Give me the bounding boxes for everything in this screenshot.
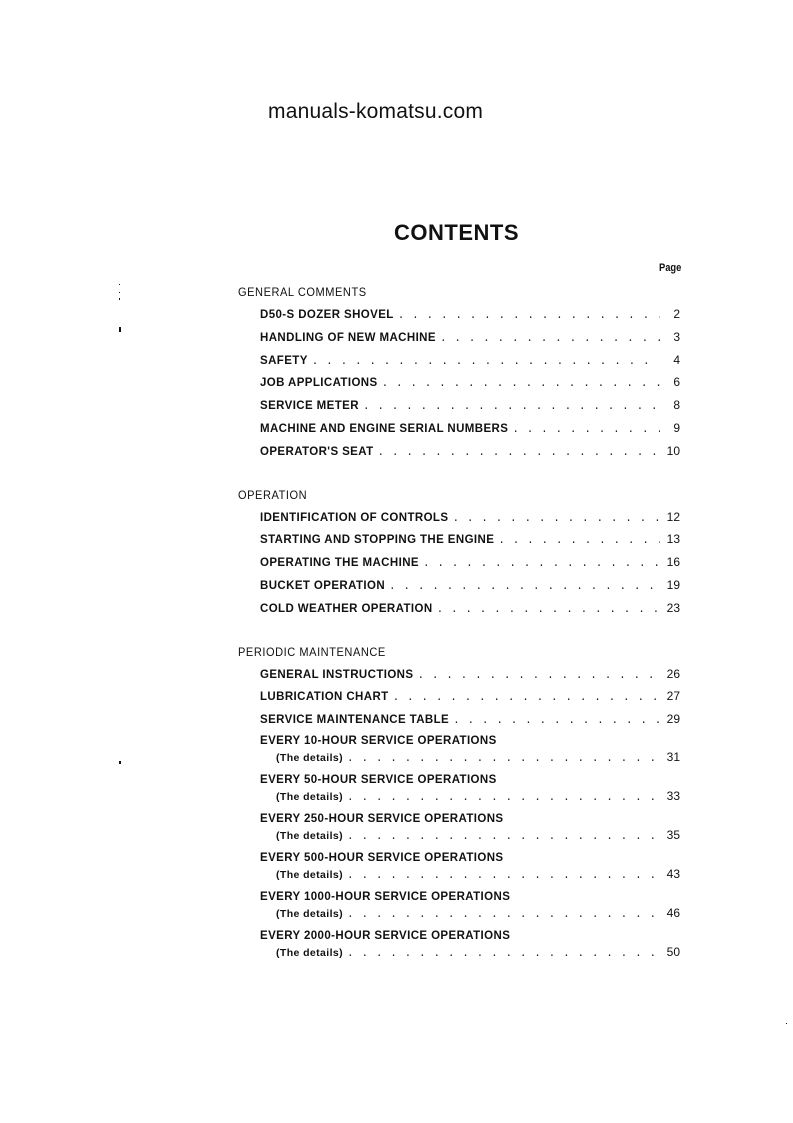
entry-sub-label: (The details) (276, 907, 344, 920)
toc-entry[interactable] (238, 440, 680, 463)
page-title: CONTENTS (394, 220, 519, 245)
dot-leader (440, 328, 660, 351)
entry-sub-label: (The details) (276, 946, 344, 959)
entry-sub-label: (The details) (276, 829, 344, 842)
toc-entry-detailed[interactable] (238, 770, 680, 805)
entry-page-number: 31 (666, 749, 680, 764)
entry-label: EVERY 50-HOUR SERVICE OPERATIONS (260, 773, 497, 786)
dot-leader (398, 305, 660, 328)
entry-label: SAFETY (260, 354, 308, 367)
entry-label: EVERY 1000-HOUR SERVICE OPERATIONS (260, 890, 511, 903)
dot-leader (498, 530, 660, 553)
toc-section-general-comments (238, 284, 680, 463)
section-heading: OPERATION (238, 487, 308, 502)
entry-label: D50-S DOZER SHOVEL (260, 309, 394, 321)
toc-section-operation (238, 487, 680, 620)
entry-label: STARTING AND STOPPING THE ENGINE (260, 534, 495, 547)
entry-label: MACHINE AND ENGINE SERIAL NUMBERS (260, 422, 509, 435)
entry-label: EVERY 250-HOUR SERVICE OPERATIONS (260, 812, 504, 825)
entry-page-number: 12 (666, 509, 680, 524)
toc-entry-detailed[interactable] (238, 848, 680, 883)
entry-label: EVERY 500-HOUR SERVICE OPERATIONS (260, 851, 504, 864)
entry-page-number: 6 (673, 375, 680, 390)
entry-page-number: 43 (666, 866, 680, 881)
entry-sub-label: (The details) (276, 751, 344, 764)
toc-entry-detailed[interactable] (238, 887, 680, 922)
entry-page-number: 35 (666, 827, 680, 842)
entry-sub-label: (The details) (276, 790, 344, 803)
dot-leader (453, 710, 660, 733)
entry-label: GENERAL INSTRUCTIONS (260, 668, 414, 681)
toc-entry[interactable] (238, 303, 680, 326)
entry-page-number: 19 (666, 577, 680, 592)
page-column-label: Page (659, 262, 682, 274)
scan-speck (786, 1023, 787, 1024)
entry-page-number: 23 (666, 600, 680, 615)
entry-label: OPERATING THE MACHINE (260, 557, 419, 570)
section-heading: PERIODIC MAINTENANCE (238, 644, 386, 659)
entry-label: LUBRICATION CHART (260, 691, 389, 704)
dot-leader (347, 790, 660, 807)
dot-leader (417, 665, 660, 688)
dot-leader (389, 576, 660, 599)
toc-entry-detailed[interactable] (238, 731, 680, 766)
entry-page-number: 27 (666, 689, 680, 704)
entry-page-number: 33 (666, 788, 680, 803)
dot-leader (512, 419, 660, 442)
toc-entry[interactable] (238, 597, 680, 620)
scan-speck (119, 292, 120, 293)
entry-page-number: 2 (673, 307, 680, 321)
dot-leader (363, 396, 660, 419)
section-heading: GENERAL COMMENTS (238, 285, 367, 299)
toc-entry-detailed[interactable] (238, 809, 680, 844)
entry-page-number: 3 (673, 329, 680, 344)
entry-label: EVERY 10-HOUR SERVICE OPERATIONS (260, 734, 497, 747)
entry-page-number: 46 (666, 905, 680, 920)
table-of-contents (238, 284, 680, 985)
dot-leader (452, 508, 660, 531)
watermark-text: manuals-komatsu.com (268, 100, 484, 123)
entry-label: COLD WEATHER OPERATION (260, 602, 433, 615)
entry-label: EVERY 2000-HOUR SERVICE OPERATIONS (260, 929, 511, 942)
toc-section-periodic-maintenance (238, 644, 680, 961)
scan-speck (119, 327, 121, 332)
toc-entry[interactable] (238, 326, 680, 349)
toc-entry[interactable] (238, 394, 680, 417)
dot-leader (347, 829, 660, 846)
toc-entry[interactable] (238, 349, 680, 372)
toc-entry[interactable] (238, 574, 680, 597)
entry-page-number: 13 (666, 532, 680, 547)
toc-entry[interactable] (238, 371, 680, 394)
entry-page-number: 4 (673, 352, 680, 367)
entry-page-number: 8 (673, 398, 680, 413)
entry-label: OPERATOR'S SEAT (260, 445, 374, 458)
toc-entry[interactable] (238, 663, 680, 686)
entry-sub-label: (The details) (276, 868, 344, 881)
entry-label: JOB APPLICATIONS (260, 377, 378, 390)
entry-page-number: 50 (666, 944, 680, 959)
dot-leader (347, 868, 660, 885)
entry-label: IDENTIFICATION OF CONTROLS (260, 511, 449, 524)
entry-page-number: 29 (666, 712, 680, 727)
entry-page-number: 10 (666, 443, 680, 458)
toc-entry[interactable] (238, 506, 680, 529)
scan-speck (119, 298, 120, 300)
entry-page-number: 26 (666, 666, 680, 681)
dot-leader (378, 442, 660, 465)
toc-entry[interactable] (238, 528, 680, 551)
dot-leader (393, 687, 660, 710)
entry-label: HANDLING OF NEW MACHINE (260, 331, 436, 344)
dot-leader (312, 351, 660, 374)
entry-label: SERVICE METER (260, 400, 359, 413)
toc-entry-detailed[interactable] (238, 926, 680, 961)
toc-entry[interactable] (238, 685, 680, 708)
entry-label: BUCKET OPERATION (260, 579, 386, 592)
scan-speck (119, 284, 120, 285)
dot-leader (347, 907, 660, 924)
toc-entry[interactable] (238, 551, 680, 574)
entry-page-number: 9 (673, 420, 680, 435)
dot-leader (347, 946, 660, 963)
toc-entry[interactable] (238, 417, 680, 440)
dot-leader (423, 553, 660, 576)
toc-entry[interactable] (238, 708, 680, 731)
dot-leader (347, 751, 660, 768)
dot-leader (382, 373, 660, 396)
scan-speck (119, 761, 121, 764)
entry-page-number: 16 (666, 555, 680, 570)
entry-label: SERVICE MAINTENANCE TABLE (260, 714, 450, 727)
dot-leader (437, 599, 660, 622)
